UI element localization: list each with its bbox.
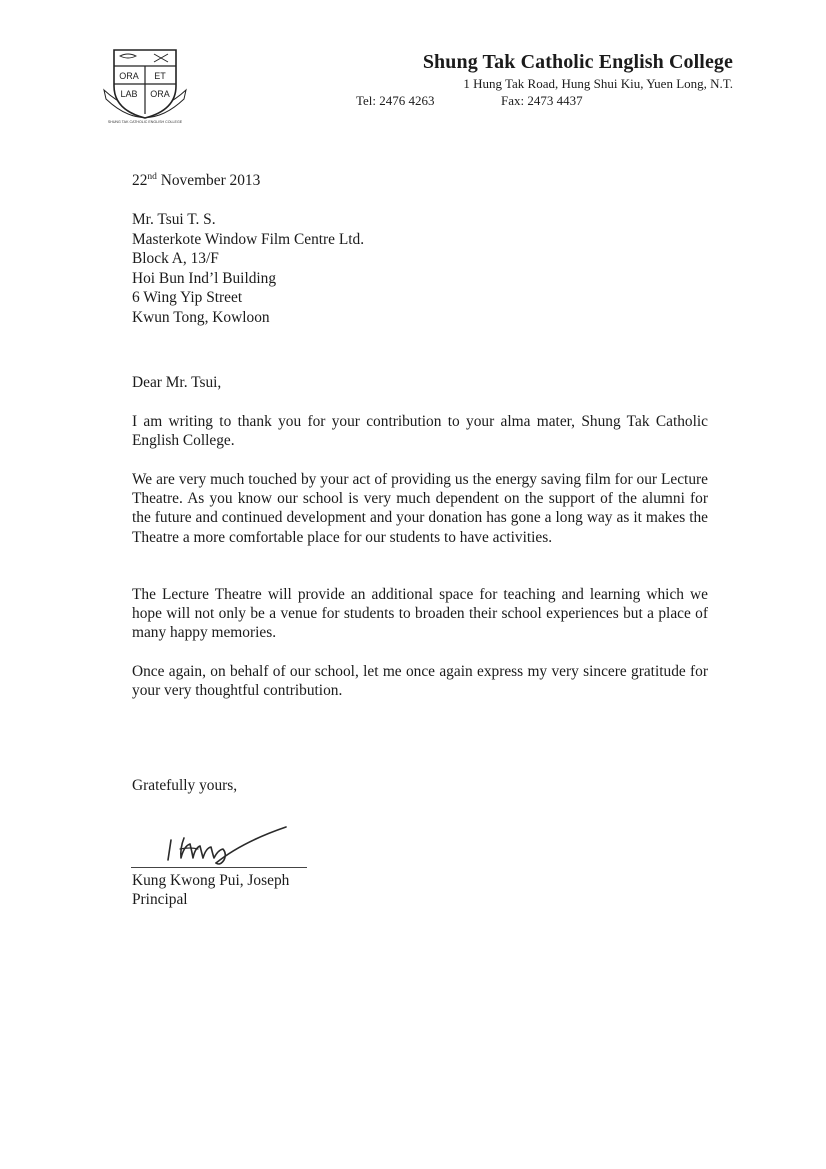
recipient-address-line: Hoi Bun Ind’l Building <box>132 269 277 287</box>
crest-motto-2: ET <box>154 71 166 81</box>
school-address: 1 Hung Tak Road, Hung Shui Kiu, Yuen Long, N.T. <box>463 76 733 91</box>
date-month-year: November 2013 <box>156 172 261 189</box>
date-day: 22 <box>132 172 148 189</box>
letter-date <box>132 171 708 190</box>
recipient-address-line: 6 Wing Yip Street <box>132 289 243 307</box>
body-paragraph: We are very much touched by your act of providing us the energy saving film for our Lecture Theatre. As you know our school is very much dependent on the support of the alumni for the future and continued development and your donation has gone a long way as it makes the Theatre a more comfortable place for our students to have activities. <box>132 471 708 546</box>
closing: Gratefully yours, <box>132 777 238 794</box>
crest-motto-4: ORA <box>150 89 170 99</box>
fax-number: Fax: 2473 4437 <box>501 93 583 108</box>
signature-line <box>131 867 307 868</box>
date-day-suffix: nd <box>147 172 157 182</box>
body-paragraph: The Lecture Theatre will provide an additional space for teaching and learning which we hope will not only be a venue for students to broaden their school experiences but a place of many happy memories. <box>132 586 708 642</box>
school-contacts <box>313 92 733 109</box>
signer-title: Principal <box>132 891 188 908</box>
crest-motto-1: ORA <box>119 71 139 81</box>
body-paragraph: I am writing to thank you for your contribution to your alma mater, Shung Tak Catholic English College. <box>132 413 708 450</box>
crest-motto-3: LAB <box>120 89 138 99</box>
handwritten-signature <box>150 822 300 870</box>
recipient-address-line: Kwun Tong, Kowloon <box>132 308 270 326</box>
recipient-address-line: Block A, 13/F <box>132 250 219 268</box>
recipient-address <box>132 210 708 328</box>
recipient-company: Masterkote Window Film Centre Ltd. <box>132 230 365 248</box>
signer-block <box>132 871 708 909</box>
crest-ring-text: SHUNG TAK CATHOLIC ENGLISH COLLEGE <box>107 120 183 124</box>
school-crest-logo <box>98 44 192 126</box>
signer-name: Kung Kwong Pui, Joseph <box>132 872 290 889</box>
salutation: Dear Mr. Tsui, <box>132 374 222 391</box>
telephone-number: Tel: 2476 4263 <box>356 93 435 108</box>
recipient-name: Mr. Tsui T. S. <box>132 211 216 228</box>
school-name: Shung Tak Catholic English College <box>422 51 733 73</box>
svg-text:SHUNG TAK CATHOLIC ENGLISH COL <box>108 120 183 124</box>
letterhead <box>313 51 733 109</box>
body-paragraph: Once again, on behalf of our school, let me once again express my very sincere gratitude for your very thoughtful contribution. <box>132 663 708 700</box>
